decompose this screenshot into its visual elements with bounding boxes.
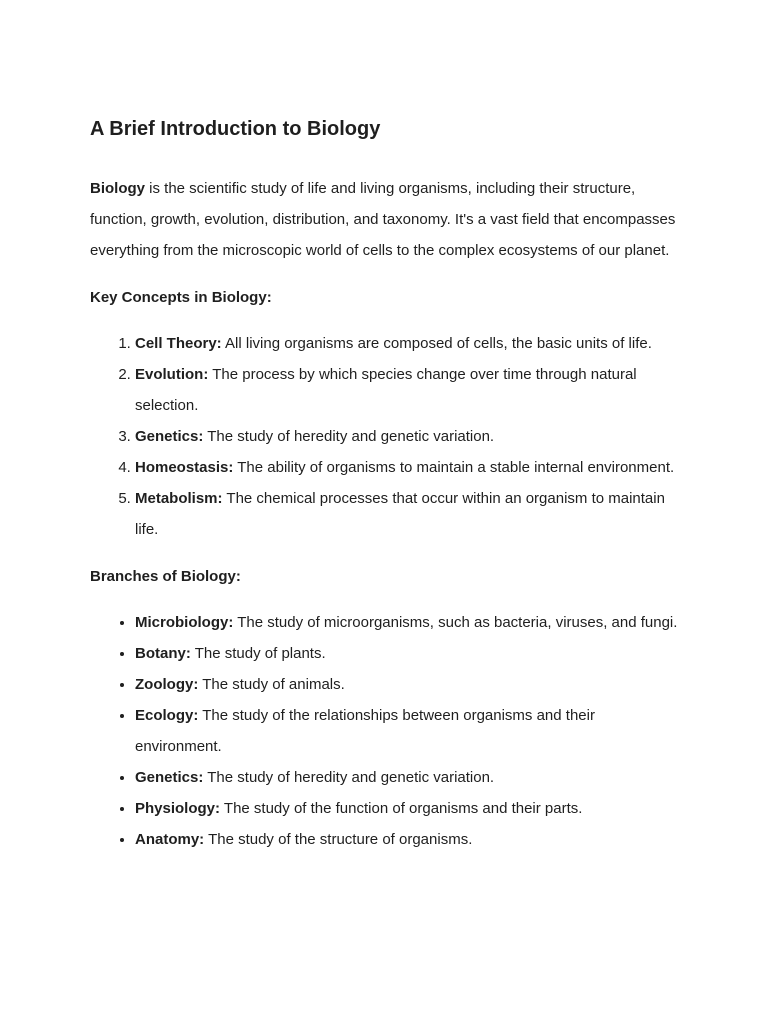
key-concept-term: Homeostasis: [135, 459, 234, 476]
branch-text: The study of microorganisms, such as bacteria, viruses, and fungi. [233, 614, 678, 631]
branch-text: The study of plants. [190, 645, 326, 662]
branch-item [135, 607, 683, 638]
branch-item [135, 669, 683, 700]
branch-text: The study of the relationships between organisms and their environment. [135, 707, 595, 755]
key-concept-text: All living organisms are composed of cells, the basic units of life. [221, 335, 652, 352]
intro-text: is the scientific study of life and living organisms, including their structure, function, growth, evolution, distribution, and taxonomy. It's a vast field that encompasses everything from the microscopic world of cells to the complex ecosystems of our planet. [90, 180, 676, 259]
intro-term: Biology [90, 180, 145, 197]
page-title: A Brief Introduction to Biology [90, 118, 381, 140]
branch-item [135, 762, 683, 793]
branch-text: The study of the function of organisms and their parts. [220, 800, 583, 817]
key-concepts-list [90, 328, 683, 545]
key-concept-text: The chemical processes that occur within an organism to maintain life. [135, 490, 665, 538]
key-concept-term: Metabolism: [135, 490, 223, 507]
key-concept-item [135, 452, 683, 483]
branch-text: The study of animals. [198, 676, 345, 693]
key-concept-item [135, 483, 683, 545]
branch-item [135, 793, 683, 824]
key-concept-text: The ability of organisms to maintain a stable internal environment. [233, 459, 675, 476]
branches-heading: Branches of Biology: [90, 568, 241, 585]
branch-text: The study of the structure of organisms. [204, 831, 473, 848]
branch-item [135, 638, 683, 669]
key-concept-term: Evolution: [135, 366, 209, 383]
branch-term: Anatomy: [135, 831, 205, 848]
branch-term: Microbiology: [135, 614, 234, 631]
key-concept-text: The study of heredity and genetic variation. [203, 428, 495, 445]
branch-item [135, 700, 683, 762]
key-concept-term: Genetics: [135, 428, 204, 445]
key-concept-term: Cell Theory: [135, 335, 222, 352]
branches-list [90, 607, 683, 855]
branch-term: Zoology: [135, 676, 199, 693]
branch-term: Ecology: [135, 707, 199, 724]
branch-term: Genetics: [135, 769, 204, 786]
intro-paragraph [90, 173, 680, 266]
key-concept-item [135, 359, 683, 421]
branch-text: The study of heredity and genetic variation. [203, 769, 495, 786]
branch-term: Physiology: [135, 800, 221, 817]
key-concept-item [135, 421, 683, 452]
key-concept-text: The process by which species change over time through natural selection. [135, 366, 637, 414]
branch-term: Botany: [135, 645, 191, 662]
key-concepts-heading: Key Concepts in Biology: [90, 289, 272, 306]
branch-item [135, 824, 683, 855]
key-concept-item [135, 328, 683, 359]
